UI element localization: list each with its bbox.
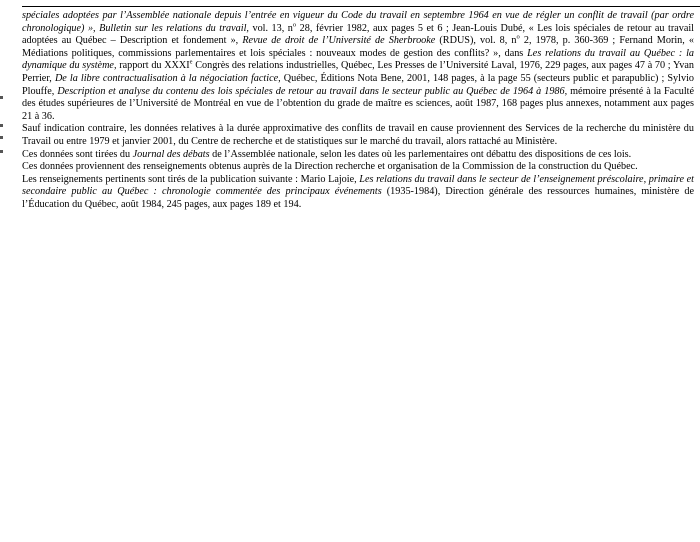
- footnote-superscript: o: [292, 21, 297, 29]
- footnote-marker-icon: [0, 136, 3, 139]
- footnote-text: mémoire présenté à la Faculté des études supérieures de l’Université de Montréal en vue de l’obtention du grade de maître es sciences, août 1987, 168 pages plus annexes, notamment aux pages 21 à 36.: [22, 85, 695, 122]
- footnote-marker-icon: [0, 150, 3, 153]
- footnote-text: Les relations du travail au Québec : la dynamique du système,: [22, 47, 694, 72]
- footnote-text: 28, février 1982, aux pages 5 et 6 ; Jean-Louis Dubé, « Les lois spéciales de retour au travail adoptées au Québec – Description et fondement »,: [22, 22, 695, 47]
- footnote-text: rapport du XXXI: [116, 60, 190, 72]
- footnote-text: Québec, Éditions Nota Bene, 2001, 148 pages, à la page 55 (secteurs public et parapublic) ; Sylvio Plouffe,: [22, 72, 694, 97]
- footnote-text: De la libre contractualisation à la négociation factice,: [54, 72, 281, 84]
- footnote-text: Description et analyse du contenu des lois spéciales de retour au travail dans le secteur public au Québec de 1964 à 1986,: [57, 85, 568, 97]
- footnote-text: Journal des débats: [132, 148, 210, 160]
- footnote-superscript: e: [189, 58, 193, 66]
- footnote-text: Revue de droit de l’Université de Sherbrooke: [242, 35, 436, 47]
- footnote-item: [22, 123, 694, 148]
- footnote-text: de l’Assemblée nationale, selon les dates où les parlementaires ont débattu des dispositions de ces lois.: [209, 148, 632, 160]
- footnote-item: [22, 174, 694, 212]
- footnote-text: vol. 13, n: [248, 22, 293, 34]
- footnote-text: Congrès des relations industrielles, Québec, Les Presses de l’Université Laval, 1976, 229 pages, aux pages 47 à 70 ; Yvan Perrier,: [22, 60, 695, 84]
- footnote-text: (RDUS), vol. 8, n: [435, 35, 517, 47]
- footnote-continued: [22, 10, 694, 123]
- footnote-text: Les relations du travail dans le secteur de l’enseignement préscolaire, primaire et secondaire public au Québec : chronologie commentée des principaux événements: [22, 173, 694, 198]
- footnote-item: [22, 149, 694, 162]
- footnote-text: Ces données proviennent des renseignements obtenus auprès de la Direction recherche et organisation de la Commission de la construction du Québec.: [22, 161, 638, 173]
- footnote-marker-icon: [0, 96, 3, 99]
- footnote-text: Sauf indication contraire, les données relatives à la durée approximative des conflits de travail en cause proviennent des Services de la recherche du ministère du Travail ou entre 1979 et janvier 2001, du Centre de recherche et de statistiques sur le marché du travail, alors rattaché au Ministère.: [22, 123, 694, 147]
- footnote-marker-icon: [0, 124, 3, 127]
- footnote-separator-rule: [22, 6, 700, 7]
- footnote-text: 2, 1978, p. 360-369 ; Fernand Morin, « Médiations politiques, commissions parlementaires et lois spéciales : nouveaux modes de gestion des conflits? », dans: [22, 35, 695, 59]
- footnote-text: (1935-1984), Direction générale des ressources humaines, ministère de l’Éducation du Québec, août 1984, 245 pages, aux pages 189 et 194.: [22, 186, 694, 210]
- footnote-superscript: o: [516, 33, 520, 41]
- footnote-item: [22, 161, 694, 174]
- footnote-text: Les renseignements pertinents sont tirés de la publication suivante : Mario Lajoie,: [22, 173, 360, 185]
- footnote-text: Bulletin sur les relations du travail,: [99, 22, 249, 34]
- footnote-text: spéciales adoptées par l’Assemblée nationale depuis l’entrée en vigueur du Code du travail en septembre 1964 en vue de régler un conflit de travail (par ordre chronologique) »,: [22, 10, 694, 34]
- footnotes-block: [22, 10, 694, 212]
- footnote-text: Ces données sont tirées du: [22, 148, 133, 160]
